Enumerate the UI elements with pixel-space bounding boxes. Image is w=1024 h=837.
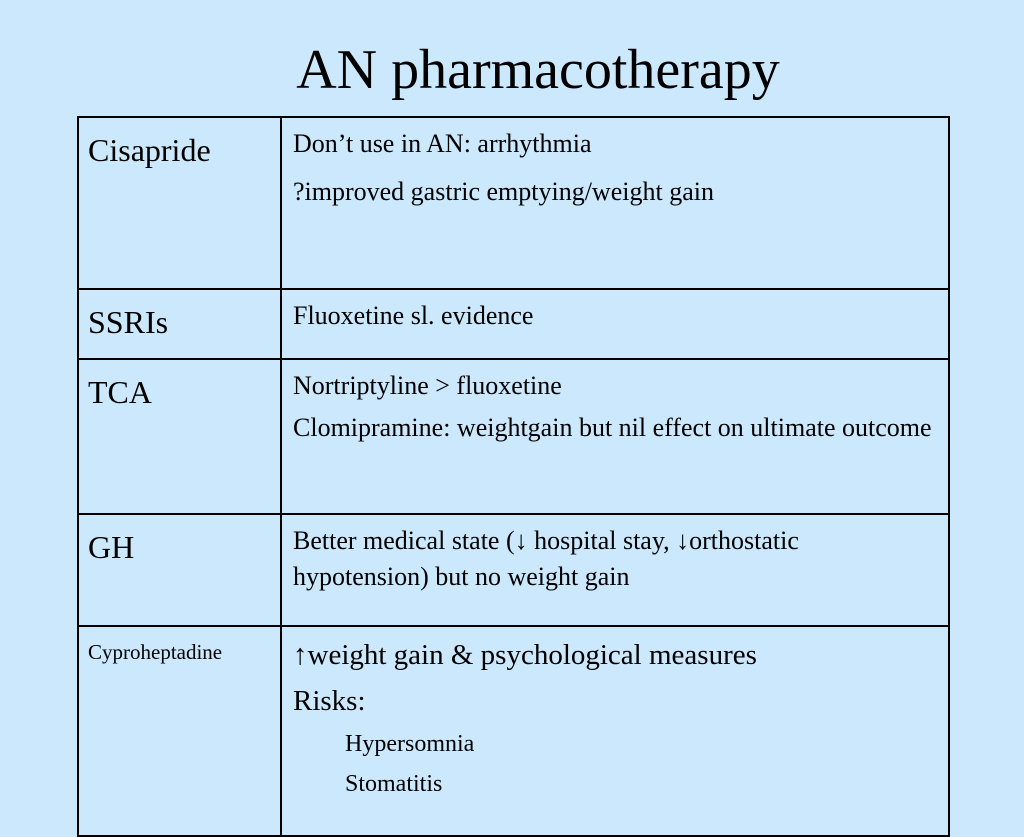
- pharmacotherapy-table: [77, 116, 950, 837]
- drug-name-cell: TCA: [78, 359, 281, 514]
- note-line: Don’t use in AN: arrhythmia: [293, 129, 592, 158]
- drug-name-cell: Cyproheptadine: [78, 626, 281, 836]
- drug-name-cell: GH: [78, 514, 281, 626]
- table-row: [78, 626, 949, 836]
- table-row: [78, 514, 949, 626]
- notes-cell: [281, 626, 949, 836]
- note-line: Risks:: [293, 685, 366, 717]
- note-line: Fluoxetine sl. evidence: [293, 301, 534, 330]
- table-row: [78, 359, 949, 514]
- note-line: Clomipramine: weightgain but nil effect on ultimate outcome: [293, 413, 932, 442]
- table-row: [78, 289, 949, 359]
- notes-cell: [281, 289, 949, 359]
- risk-item: Hypersomnia: [345, 731, 475, 757]
- table-row: [78, 117, 949, 289]
- notes-cell: [281, 117, 949, 289]
- note-line: ?improved gastric emptying/weight gain: [293, 177, 714, 206]
- notes-cell: [281, 359, 949, 514]
- drug-name-cell: Cisapride: [78, 117, 281, 289]
- slide-title: AN pharmacotherapy: [296, 39, 780, 101]
- notes-cell: [281, 514, 949, 626]
- note-line: Nortriptyline > fluoxetine: [293, 371, 562, 400]
- note-line: ↑weight gain & psychological measures: [293, 639, 757, 671]
- drug-name-cell: SSRIs: [78, 289, 281, 359]
- note-line: Better medical state (↓ hospital stay, ↓orthostatic hypotension) but no weight gain: [293, 526, 799, 591]
- risk-item: Stomatitis: [345, 771, 443, 797]
